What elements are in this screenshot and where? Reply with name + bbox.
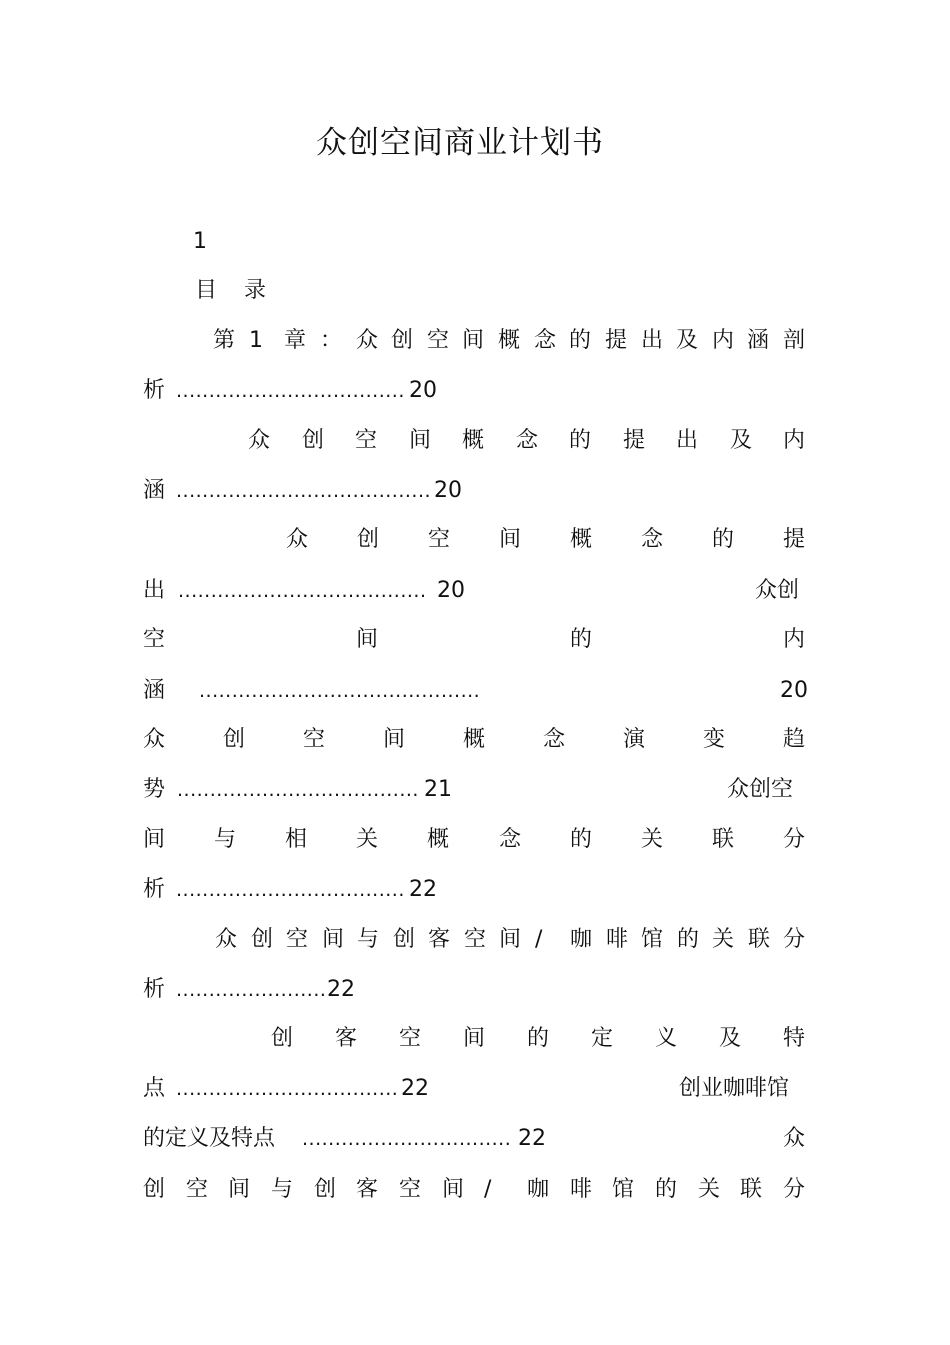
toc-char: 出	[641, 328, 664, 353]
toc-char: 间	[462, 328, 485, 353]
toc-entry-1-3-1-3[interactable]	[143, 1172, 805, 1208]
toc-char: 空	[399, 1026, 422, 1051]
toc-char: 关	[356, 827, 379, 852]
toc-char: ：	[320, 328, 343, 353]
toc-char: 的	[569, 328, 592, 353]
toc-char: 及	[676, 328, 699, 353]
toc-char: 内	[783, 627, 806, 652]
toc-char: 联	[748, 927, 771, 952]
toc-char: 创	[357, 527, 380, 552]
toc-char: 涵	[747, 328, 770, 353]
toc-char: 关	[712, 927, 735, 952]
toc-entry-1-2[interactable]	[143, 722, 805, 758]
toc-char: 分	[783, 1177, 806, 1202]
toc-char: 的	[655, 1177, 678, 1202]
toc-char: 与	[357, 927, 380, 952]
toc-char: 间	[442, 1177, 465, 1202]
toc-char: 创	[223, 727, 246, 752]
toc-entry-1-2-page: 势 ..................................... 21 众创空	[143, 777, 794, 802]
toc-entry-1-3-1-1[interactable]	[271, 1021, 805, 1057]
toc-char: 念	[499, 827, 522, 852]
toc-char: 定	[591, 1026, 614, 1051]
toc-char: 咖	[527, 1177, 550, 1202]
toc-entry-chapter-1-page: 析 ................................... 20	[143, 378, 437, 403]
toc-entry-1-1-page: 涵 ....................................... 20	[143, 478, 462, 503]
toc-entry-1-3-1-2: 的定义及特点 ................................ 22 众	[143, 1126, 806, 1151]
toc-char: 及	[719, 1026, 742, 1051]
toc-char: 提	[623, 428, 646, 453]
toc-char: 啡	[606, 927, 629, 952]
toc-char: 出	[676, 428, 699, 453]
toc-char: 概	[498, 328, 521, 353]
toc-entry-1-3-page: 析 ................................... 22	[143, 877, 437, 902]
toc-entry-1-1-1-page: 出 ...................................... 20 众创	[143, 578, 800, 603]
toc-char: /	[535, 927, 543, 952]
toc-char: 馆	[641, 927, 664, 952]
toc-char: 间	[383, 727, 406, 752]
toc-char: 提	[783, 527, 806, 552]
toc-char: 间	[499, 927, 522, 952]
toc-char: 间	[228, 1177, 251, 1202]
toc-char: 创	[391, 328, 414, 353]
toc-char: 的	[570, 827, 593, 852]
toc-char: 与	[214, 827, 237, 852]
toc-char: 的	[569, 428, 592, 453]
toc-char: /	[484, 1177, 492, 1202]
toc-char: 关	[698, 1177, 721, 1202]
toc-entry-1-1-2[interactable]	[143, 622, 805, 658]
toc-char: 概	[462, 428, 485, 453]
page-number: 1	[193, 229, 207, 254]
toc-char: 内	[712, 328, 735, 353]
toc-char: 1	[249, 328, 263, 353]
toc-char: 间	[322, 927, 345, 952]
toc-char: 的	[570, 627, 593, 652]
toc-entry-1-1-1[interactable]	[286, 522, 805, 558]
toc-char: 创	[251, 927, 274, 952]
toc-char: 间	[409, 428, 432, 453]
toc-char: 变	[703, 727, 726, 752]
toc-char: 啡	[570, 1177, 593, 1202]
toc-char: 创	[271, 1026, 294, 1051]
toc-char: 空	[464, 927, 487, 952]
toc-char: 概	[463, 727, 486, 752]
toc-char: 间	[499, 527, 522, 552]
toc-char: 间	[143, 827, 166, 852]
toc-char: 联	[740, 1177, 763, 1202]
toc-char: 馆	[612, 1177, 635, 1202]
toc-char: 演	[623, 727, 646, 752]
toc-char: 空	[143, 627, 166, 652]
toc-char: 义	[655, 1026, 678, 1051]
toc-char: 概	[570, 527, 593, 552]
toc-char: 空	[428, 527, 451, 552]
toc-char: 念	[543, 727, 566, 752]
toc-char: 章	[284, 328, 307, 353]
toc-char: 内	[783, 428, 806, 453]
toc-char: 间	[356, 627, 379, 652]
toc-char: 客	[356, 1177, 379, 1202]
toc-char: 的	[527, 1026, 550, 1051]
toc-char: 概	[427, 827, 450, 852]
toc-char: 空	[427, 328, 450, 353]
toc-char: 空	[186, 1177, 209, 1202]
toc-char: 间	[463, 1026, 486, 1051]
toc-char: 客	[428, 927, 451, 952]
toc-char: 特	[783, 1026, 806, 1051]
toc-entry-1-1[interactable]	[248, 423, 805, 459]
toc-char: 与	[271, 1177, 294, 1202]
toc-char: 趋	[783, 727, 806, 752]
toc-char: 创	[143, 1177, 166, 1202]
toc-char: 分	[783, 927, 806, 952]
toc-char: 创	[302, 428, 325, 453]
toc-char: 创	[314, 1177, 337, 1202]
toc-char: 联	[712, 827, 735, 852]
toc-entry-1-1-2-page: 涵 ........................................... 20	[143, 678, 808, 703]
toc-char: 念	[641, 527, 664, 552]
toc-char: 分	[783, 827, 806, 852]
toc-char: 空	[355, 428, 378, 453]
toc-char: 客	[335, 1026, 358, 1051]
toc-char: 及	[730, 428, 753, 453]
toc-char: 空	[286, 927, 309, 952]
toc-char: 提	[605, 328, 628, 353]
toc-char: 咖	[570, 927, 593, 952]
toc-entry-1-3-1-page: 析 ....................... 22	[143, 977, 355, 1002]
toc-entry-1-3-1-1-page: 点 .................................. 22 创业咖啡馆	[143, 1076, 790, 1101]
toc-char: 空	[303, 727, 326, 752]
toc-char: 众	[143, 727, 166, 752]
toc-entry-1-3[interactable]	[143, 822, 805, 858]
toc-char: 念	[534, 328, 557, 353]
toc-char: 众	[286, 527, 309, 552]
toc-entry-1-3-1[interactable]	[215, 922, 805, 958]
toc-char: 众	[248, 428, 271, 453]
toc-char: 剖	[783, 328, 806, 353]
toc-entry-chapter-1[interactable]	[213, 323, 805, 359]
toc-char: 关	[641, 827, 664, 852]
toc-char: 念	[516, 428, 539, 453]
toc-char: 空	[399, 1177, 422, 1202]
toc-char: 相	[285, 827, 308, 852]
toc-heading: 目 录	[195, 278, 276, 303]
document-title: 众创空间商业计划书	[316, 125, 604, 161]
toc-char: 第	[213, 328, 236, 353]
toc-char: 的	[677, 927, 700, 952]
toc-char: 创	[393, 927, 416, 952]
toc-char: 众	[356, 328, 379, 353]
toc-char: 的	[712, 527, 735, 552]
toc-char: 众	[215, 927, 238, 952]
